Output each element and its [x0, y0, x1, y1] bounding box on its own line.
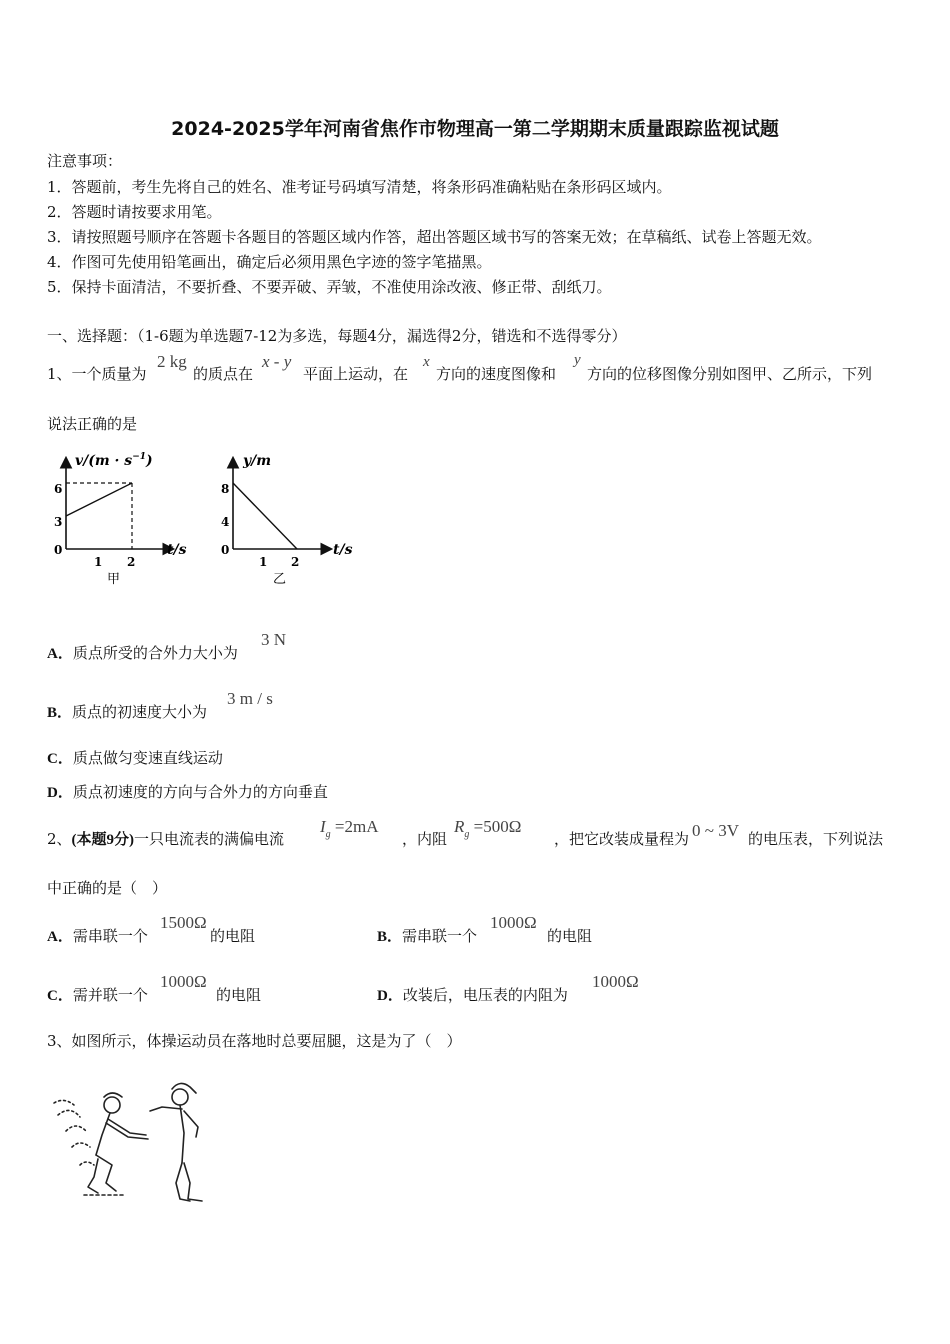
option-b-math: 3 m / s	[227, 689, 273, 708]
notice-item: 3．请按照题号顺序在答题卡各题目的答题区域内作答，超出答题区域书写的答案无效；在草稿纸、试卷上答题无效。	[47, 228, 822, 246]
q2-text: 中正确的是（ ）	[47, 879, 168, 897]
q2-text: ，把它改装成量程为	[554, 830, 690, 848]
q3-text: 3、如图所示，体操运动员在落地时总要屈腿，这是为了（ ）	[47, 1032, 462, 1050]
x-tick-label: 1	[259, 555, 268, 569]
y-axis-label: y/m	[243, 453, 272, 469]
q1-text: 方向的位移图像分别如图甲、乙所示，下列	[587, 365, 873, 383]
option-c: C．质点做匀变速直线运动	[47, 749, 223, 767]
displacement-graph	[213, 445, 363, 590]
y-tick-label: 3	[54, 515, 63, 529]
q1-text: 平面上运动，在	[303, 365, 409, 383]
page-title: 2024-2025学年河南省焦作市物理高一第二学期期末质量跟踪监视试题	[171, 118, 779, 140]
x-axis-label: t/s	[167, 542, 187, 558]
y-tick-label: 6	[54, 482, 63, 496]
q1-mass-math: 2 kg	[157, 352, 187, 371]
q1-text: 1、一个质量为	[47, 365, 147, 383]
q1-x-math: x	[423, 354, 430, 370]
q2-option-d: D．改装后，电压表的内阻为	[377, 986, 568, 1004]
data-line	[66, 483, 132, 516]
graph-caption: 乙	[273, 572, 287, 587]
velocity-graph	[45, 445, 187, 590]
option-a: A．质点所受的合外力大小为	[47, 644, 238, 662]
y-tick-label: 0	[54, 543, 63, 557]
option-a-math: 3 N	[261, 630, 287, 649]
notice-heading: 注意事项：	[47, 152, 123, 170]
q2-option-c: C．需并联一个	[47, 986, 148, 1004]
notice-item: 1．答题前，考生先将自己的姓名、准考证号码填写清楚，将条形码准确粘贴在条形码区域内。	[47, 178, 672, 196]
y-tick-label: 4	[221, 515, 230, 529]
y-tick-label: 8	[221, 482, 230, 496]
q2-range-math: 0 ~ 3V	[692, 821, 739, 840]
q2-text: ，内阻	[402, 830, 448, 848]
q2-option-c-tail: 的电阻	[216, 986, 262, 1004]
q1-plane-math: x - y	[262, 352, 292, 371]
q2-option-a-math: 1500Ω	[160, 913, 207, 932]
q2-ig-math: $I_g =2mA$	[320, 817, 379, 840]
q2-text: 2、(本题9分)一只电流表的满偏电流	[47, 830, 285, 848]
q2-option-a-tail: 的电阻	[210, 927, 256, 945]
y-tick-label: 0	[221, 543, 230, 557]
section-heading: 一、选择题：（1-6题为单选题7-12为多选，每题4分，漏选得2分，错选和不选得零分）	[47, 327, 627, 345]
notice-item: 4．作图可先使用铅笔画出，确定后必须用黑色字迹的签字笔描黑。	[47, 253, 492, 271]
q2-text: 的电压表，下列说法	[748, 830, 884, 848]
x-tick-label: 2	[291, 555, 300, 569]
x-tick-label: 1	[94, 555, 103, 569]
q1-text: 的质点在	[193, 365, 254, 383]
option-d: D．质点初速度的方向与合外力的方向垂直	[47, 783, 328, 801]
q2-option-b-math: 1000Ω	[490, 913, 537, 932]
q2-option-b-tail: 的电阻	[547, 927, 593, 945]
q2-option-c-math: 1000Ω	[160, 972, 207, 991]
notice-item: 5．保持卡面清洁，不要折叠、不要弄破、弄皱，不准使用涂改液、修正带、刮纸刀。	[47, 278, 612, 296]
y-axis-label: $v/(m \cdot s^{-1})$	[75, 452, 153, 469]
gymnast-illustration	[50, 1075, 220, 1210]
data-line	[233, 483, 297, 549]
option-b: B．质点的初速度大小为	[47, 703, 208, 721]
q2-option-b: B．需串联一个	[377, 927, 478, 945]
q2-rg-math: $R_g =500\Omega$	[454, 817, 522, 840]
q2-option-a: A．需串联一个	[47, 927, 148, 945]
q1-text: 说法正确的是	[47, 415, 138, 433]
q2-option-d-math: 1000Ω	[592, 972, 639, 991]
notice-item: 2．答题时请按要求用笔。	[47, 203, 222, 221]
q1-y-math: y	[574, 352, 581, 368]
q1-text: 方向的速度图像和	[436, 365, 557, 383]
graph-caption: 甲	[107, 572, 121, 587]
x-axis-label: t/s	[333, 542, 353, 558]
x-tick-label: 2	[127, 555, 136, 569]
